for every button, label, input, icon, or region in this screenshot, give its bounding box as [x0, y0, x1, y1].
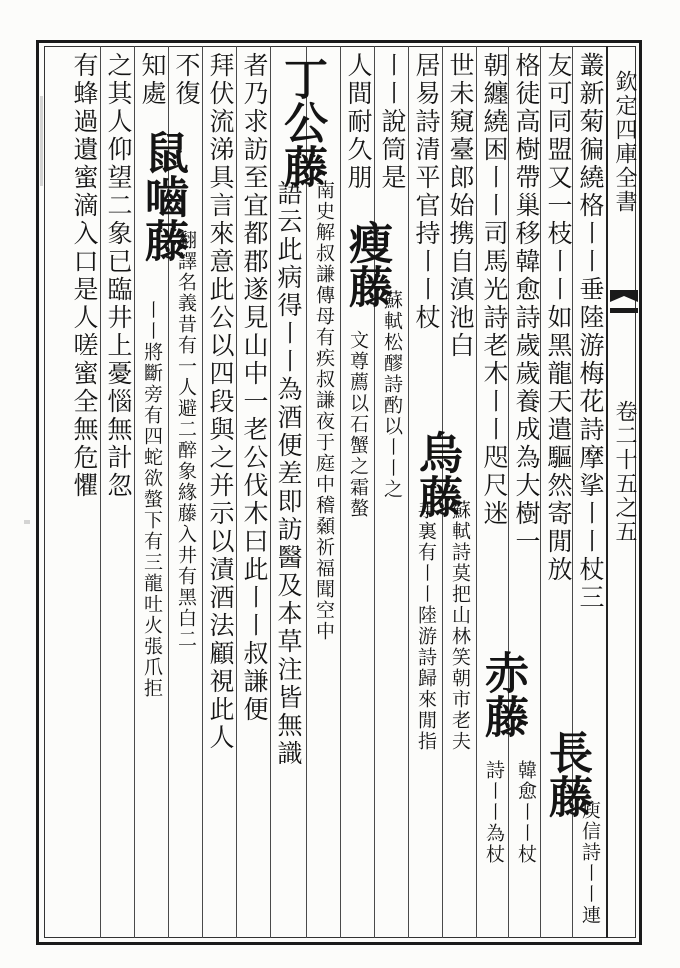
column-rule	[202, 46, 203, 938]
column-rule	[408, 46, 409, 938]
fish-tail-mark-icon	[606, 288, 642, 316]
shou-teng-note-b: 文尊薦以石蟹之霜螯	[347, 330, 369, 519]
book-title: 欽定四庫全書	[612, 70, 637, 214]
column-rule	[340, 46, 341, 938]
text-column-14: 之其人仰望二象已臨井上憂惱無計忽	[104, 52, 133, 500]
headword-shou-teng: 瘦藤	[341, 220, 392, 308]
ding-gong-teng-note: 南史解叔謙傳母有疾叔謙夜于庭中稽顙祈福聞空中	[313, 180, 335, 642]
headword-chang-teng: 長藤	[541, 730, 592, 818]
column-rule	[374, 46, 375, 938]
headword-wu-teng: 烏藤	[411, 430, 462, 518]
column-rule	[100, 46, 101, 938]
headword-shu-nie-teng: 鼠嚙藤	[137, 130, 188, 262]
shou-teng-note-a: 蘇軾松醪詩酌以〡〡之	[381, 290, 403, 500]
text-column-9: 語云此病得〡〡為酒便差即訪醫及本草注皆無識	[274, 180, 303, 768]
text-column-4: 朝纏繞困〡〡司馬光詩老木〡〡咫尺迷	[480, 52, 509, 528]
text-column-1: 叢新菊徧繞格〡〡垂陸游梅花詩摩挲〡〡杖三	[576, 52, 605, 612]
wu-teng-note-a: 蘇軾詩莫把山林笑朝市老夫	[449, 500, 471, 752]
column-rule	[476, 46, 477, 938]
text-column-11: 拜伏流涕具言來意此公以四段與之并示以漬酒法顧視此人	[206, 52, 235, 752]
wu-teng-note-b: 手裏有〡〡陸游詩歸來閒指	[415, 500, 437, 752]
text-column-3: 格徒高樹帶巢移韓愈詩歲歲養成為大樹一	[512, 52, 541, 556]
shu-nie-teng-note-b: 〡〡將斷旁有四蛇欲螫下有三龍吐火張爪拒	[141, 300, 163, 699]
text-column-6: 居易詩清平官持〡〡杖	[412, 52, 441, 332]
text-column-5: 世未窺臺郎始携自滇池白	[446, 52, 475, 360]
text-column-8: 人間耐久朋	[344, 52, 373, 192]
text-column-15: 有蜂過遺蜜滴入口是人嗟蜜全無危懼	[70, 52, 99, 500]
column-rule	[270, 46, 271, 938]
text-column-10: 者乃求訪至宜都郡遂見山中一老公伐木曰此〡〡叔謙便	[240, 52, 269, 724]
chi-teng-note-a: 韓愈〡〡杖	[515, 760, 537, 865]
text-column-12: 不復	[172, 52, 201, 108]
column-rule	[134, 46, 135, 938]
column-rule	[236, 46, 237, 938]
shu-nie-teng-note-a: 翻譯名義昔有一人避二醉象緣藤入井有黑白二	[175, 230, 197, 650]
chi-teng-note-b: 詩〡〡為杖	[483, 760, 505, 865]
ink-speck	[24, 520, 30, 524]
text-column-7: 〡〡說筒是	[378, 52, 407, 192]
text-column-2: 友可同盟又一枝〡〡如黑龍天遣驅然寄閒放	[544, 52, 573, 584]
chang-teng-note: 庾信詩〡〡連	[579, 800, 601, 926]
headword-chi-teng: 赤藤	[477, 650, 528, 738]
headword-ding-gong-teng: 丁公藤	[276, 56, 327, 188]
edge-stain	[40, 96, 43, 186]
text-column-13: 知處	[138, 52, 167, 108]
volume-label: 卷二十五之五	[612, 400, 637, 544]
